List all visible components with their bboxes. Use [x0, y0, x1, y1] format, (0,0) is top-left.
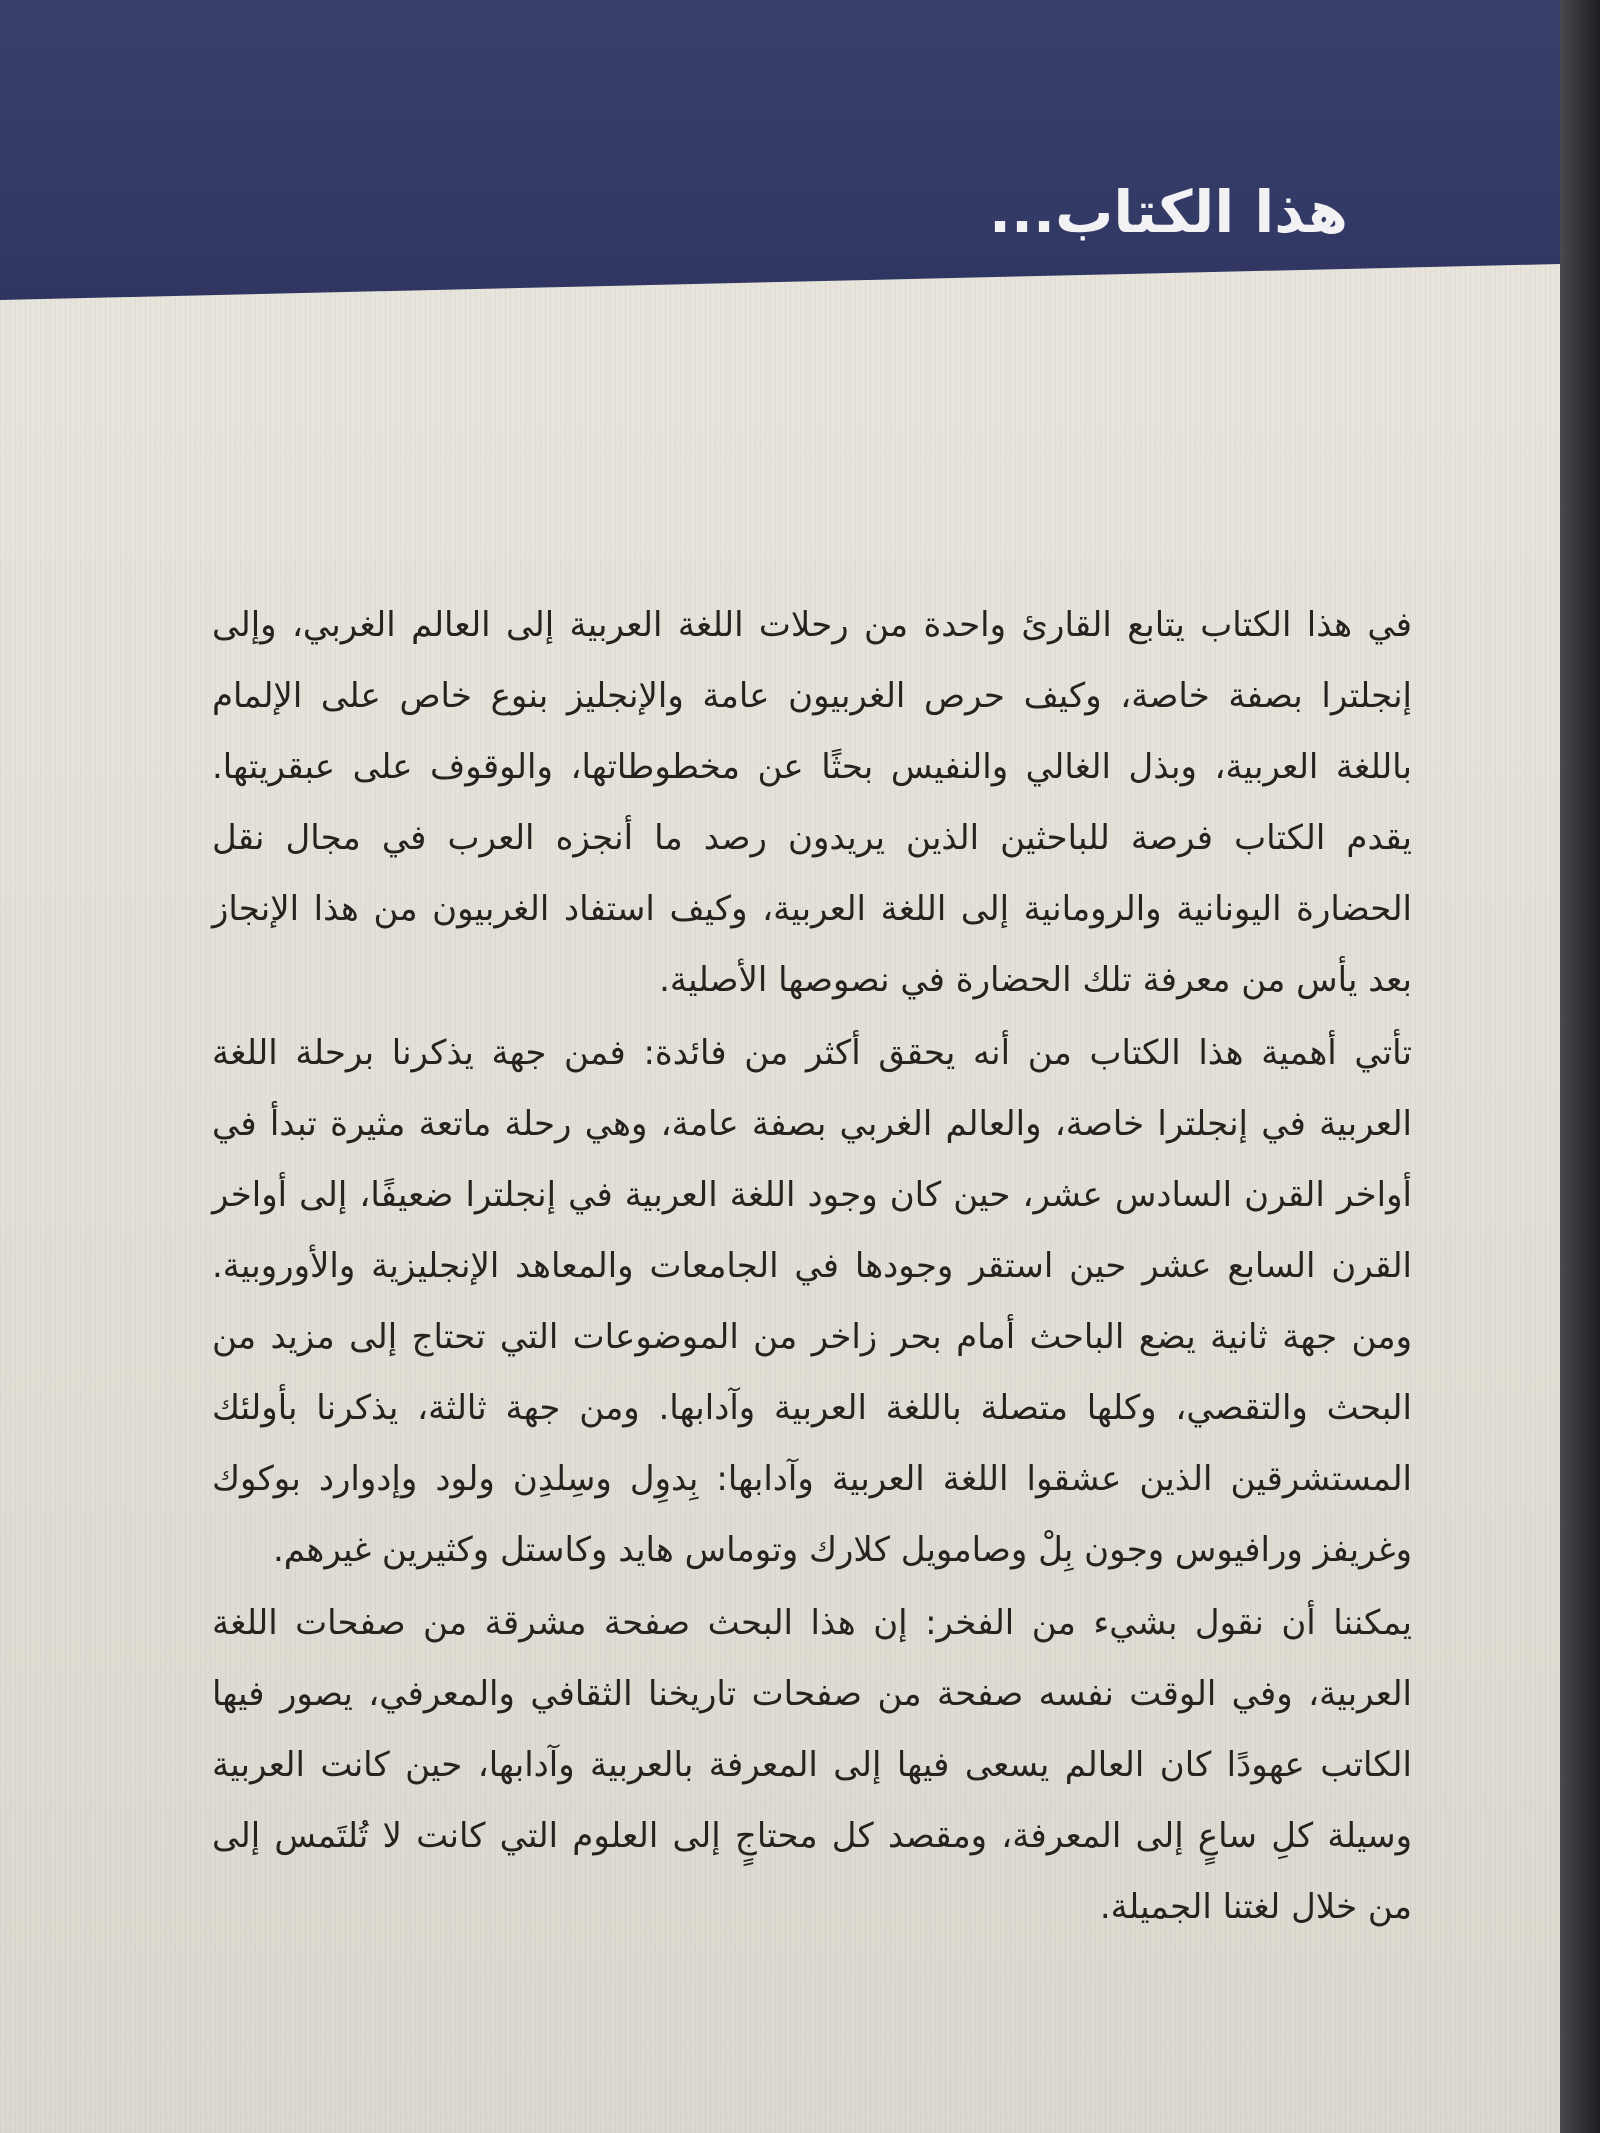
header-band: [0, 0, 1560, 300]
blurb-paragraph: يمكننا أن نقول بشيء من الفخر: إن هذا البحث صفحة مشرقة من صفحات اللغة العربية، وفي الوقت نفسه صفحة من صفحات تاريخنا الثقافي والمعرفي، يصور فيها الكاتب عهودًا كان العالم يسعى فيها إلى المعرفة بالعربية وآدابها، حين كانت العربية وسيلة كلِ ساعٍ إلى المعرفة، ومقصد كل محتاجٍ إلى العلوم التي كانت لا تُلتَمس إلى من خلال لغتنا الجميلة.: [212, 1603, 1412, 1927]
background-edge: [1560, 0, 1600, 2133]
blurb-paragraph: تأتي أهمية هذا الكتاب من أنه يحقق أكثر من فائدة: فمن جهة يذكرنا برحلة اللغة العربية في إنجلترا خاصة، والعالم الغربي بصفة عامة، وهي رحلة ماتعة مثيرة تبدأ في أواخر القرن السادس عشر، حين كان وجود اللغة العربية في إنجلترا ضعيفًا، إلى أواخر القرن السابع عشر حين استقر وجودها في الجامعات والمعاهد الإنجليزية والأوروبية. ومن جهة ثانية يضع الباحث أمام بحر زاخر من الموضوعات التي تحتاج إلى مزيد من البحث والتقصي، وكلها متصلة باللغة العربية وآدابها. ومن جهة ثالثة، يذكرنا بأولئك المستشرقين الذين عشقوا اللغة العربية وآدابها: بِدوِل وسِلدِن ولود وإدوارد بوكوك وغريفز ورافيوس وجون بِلْ وصامويل كلارك وتوماس هايد وكاستل وكثيرين غيرهم.: [212, 1033, 1412, 1570]
blurb-paragraph: في هذا الكتاب يتابع القارئ واحدة من رحلات اللغة العربية إلى العالم الغربي، وإلى إنجلترا بصفة خاصة، وكيف حرص الغربيون عامة والإنجليز بنوع خاص على الإلمام باللغة العربية، وبذل الغالي والنفيس بحثًا عن مخطوطاتها، والوقوف على عبقريتها. يقدم الكتاب فرصة للباحثين الذين يريدون رصد ما أنجزه العرب في مجال نقل الحضارة اليونانية والرومانية إلى اللغة العربية، وكيف استفاد الغربيون من هذا الإنجاز بعد يأس من معرفة تلك الحضارة في نصوصها الأصلية.: [212, 605, 1412, 1000]
cover-heading: هذا الكتاب...: [988, 178, 1348, 246]
blurb-text: [212, 590, 1412, 1945]
